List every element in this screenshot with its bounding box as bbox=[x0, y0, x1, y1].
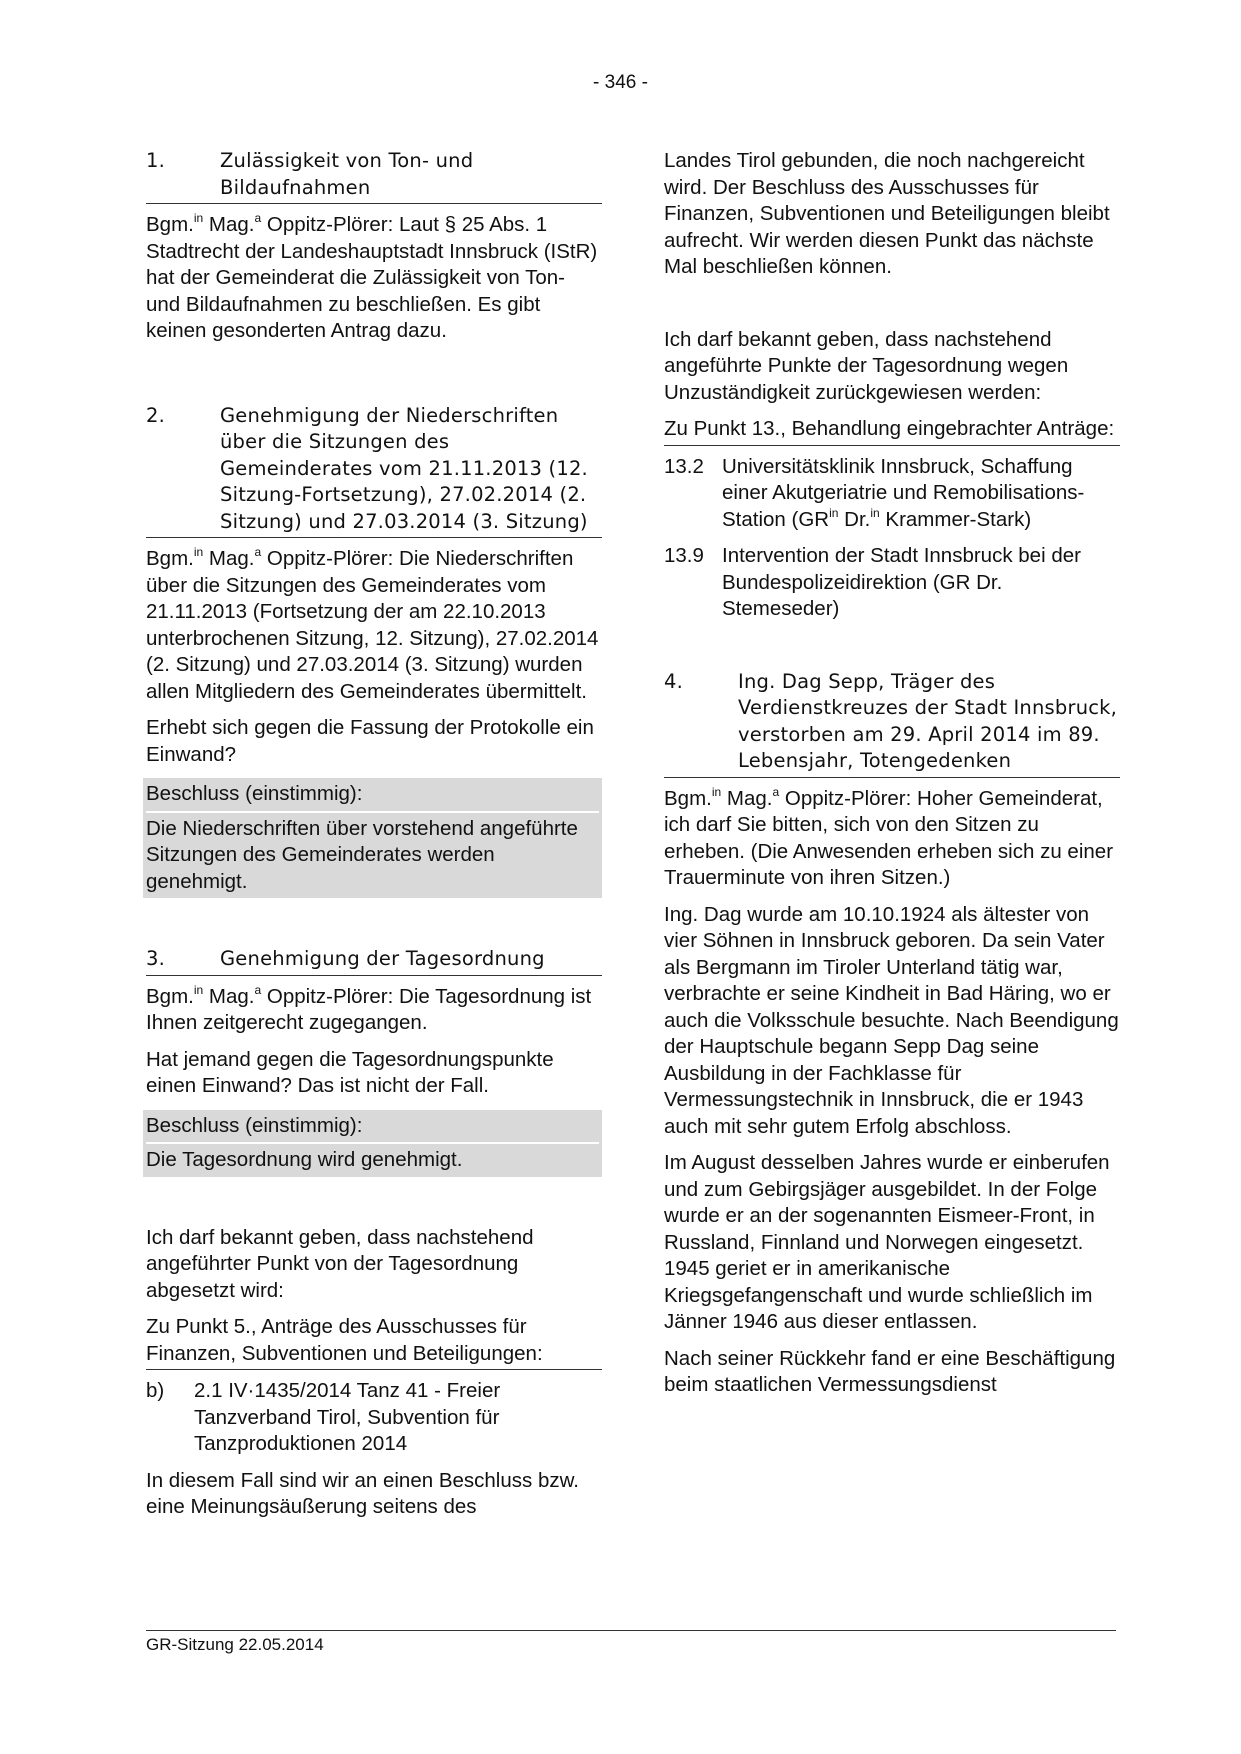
announcement: Ich darf bekannt geben, dass nachstehend angeführte Punkte der Tagesordnung wegen Unzuständigkeit zurückgewiesen werden: bbox=[664, 327, 1069, 404]
list-item-text: 2.1 IV·1435/2014 Tanz 41 - Freier Tanzverband Tirol, Subvention für Tanzproduktionen 2014 bbox=[194, 1379, 501, 1455]
paragraph: Hat jemand gegen die Tagesordnungspunkte einen Einwand? Das ist nicht der Fall. bbox=[146, 1047, 554, 1097]
list-item-number: 13.2 bbox=[664, 454, 704, 478]
list-item-number: 13.9 bbox=[664, 544, 704, 567]
paragraph: Landes Tirol gebunden, die noch nachgereicht wird. Der Beschluss des Ausschusses für Finanzen, Subventionen und Beteiligungen bleibt aufrecht. Wir werden diesen Punkt das nächste Mal beschließen können. bbox=[664, 149, 1110, 278]
section-number: 2. bbox=[146, 403, 166, 427]
resolution-label: Beschluss (einstimmig): bbox=[146, 778, 599, 813]
resolution-text: Die Niederschriften über vorstehend angeführte Sitzungen des Gemeinderates werden genehmigt. bbox=[146, 816, 578, 893]
speaker-paragraph: Bgm.$^{in}$ Mag.$^a$ Oppitz-Plörer: Die Tagesordnung ist Ihnen zeitgerecht zugegangen. bbox=[146, 982, 592, 1034]
resolution-label: Beschluss (einstimmig): bbox=[146, 1110, 599, 1145]
section-2-heading bbox=[146, 403, 602, 539]
paragraph: Im August desselben Jahres wurde er einberufen und zum Gebirgsjäger ausgebildet. In der Folge wurde er an der sogenannten Eismeer-Front, in Russland, Finnland und Norwegen eingesetzt. 1945 geriet er in amerikanische Kriegsgefangenschaft und wurde schließlich im Jänner 1946 aus dieser entlassen. bbox=[664, 1151, 1110, 1333]
section-4-heading bbox=[664, 669, 1120, 778]
section-title: Genehmigung der Tagesordnung bbox=[220, 947, 545, 970]
list-item-number: b) bbox=[146, 1379, 165, 1402]
speaker-paragraph: Bgm.$^{in}$ Mag.$^a$ Oppitz-Plörer: Laut § 25 Abs. 1 Stadtrecht der Landeshauptstadt Innsbruck (IStR) hat der Gemeinderat die Zulässigkeit von Ton- und Bildaufnahmen zu beschließen. Es gibt keinen gesonderten Antrag dazu. bbox=[146, 211, 598, 342]
paragraph: Erhebt sich gegen die Fassung der Protokolle ein Einwand? bbox=[146, 716, 594, 766]
paragraph: Ing. Dag wurde am 10.10.1924 als ältester von vier Söhnen in Innsbruck geboren. Da sein Vater als Bergmann im Tiroler Unterland tätig war, verbrachte er seine Kindheit in Bad Häring, wo er auch die Volksschule besuchte. Nach Beendigung der Hauptschule begann Sepp Dag seine Ausbildung in der Fachklasse für Vermessungstechnik in Innsbruck, die er 1943 auch mit sehr gutem Erfolg abschloss. bbox=[664, 902, 1119, 1138]
agenda-point-heading: Zu Punkt 13., Behandlung eingebrachter Anträge: bbox=[664, 416, 1120, 446]
agenda-point-heading: Zu Punkt 5., Anträge des Ausschusses für Finanzen, Subventionen und Beteiligungen: bbox=[146, 1314, 602, 1370]
section-3-heading bbox=[146, 946, 602, 976]
resolution-box bbox=[143, 778, 602, 898]
list-item-text: Intervention der Stadt Innsbruck bei der Bundespolizeidirektion (GR Dr. Stemeseder) bbox=[722, 544, 1081, 620]
list-item bbox=[664, 454, 1120, 534]
list-item bbox=[146, 1378, 602, 1458]
right-column bbox=[664, 148, 1120, 1409]
section-number: 3. bbox=[146, 947, 166, 970]
section-title: Ing. Dag Sepp, Träger des Verdienstkreuzes der Stadt Innsbruck, verstorben am 29. April 2014 im 89. Lebensjahr, Totengedenken bbox=[738, 669, 1118, 772]
resolution-text: Die Tagesordnung wird genehmigt. bbox=[146, 1148, 463, 1171]
resolution-box bbox=[143, 1110, 602, 1177]
speaker-paragraph: Bgm.$^{in}$ Mag.$^a$ Oppitz-Plörer: Die Niederschriften über die Sitzungen des Gemeinderates vom 21.11.2013 (Fortsetzung der am 22.10.2013 unterbrochenen Sitzung, 12. Sitzung), 27.02.2014 (2. Sitzung) und 27.03.2014 (3. Sitzung) wurden allen Mitgliedern des Gemeinderates übermittelt. bbox=[146, 545, 599, 703]
list-item bbox=[664, 543, 1120, 623]
section-1-heading bbox=[146, 148, 602, 204]
announcement: Ich darf bekannt geben, dass nachstehend angeführter Punkt von der Tagesordnung abgesetzt wird: bbox=[146, 1225, 534, 1302]
section-number: 1. bbox=[146, 149, 166, 172]
paragraph: Nach seiner Rückkehr fand er eine Beschäftigung beim staatlichen Vermessungsdienst bbox=[664, 1346, 1116, 1396]
speaker-paragraph: Bgm.$^{in}$ Mag.$^a$ Oppitz-Plörer: Hoher Gemeinderat, ich darf Sie bitten, sich von den Sitzen zu erheben. (Die Anwesenden erheben sich zu einer Trauerminute von ihren Sitzen.) bbox=[664, 784, 1114, 889]
page-footer: GR-Sitzung 22.05.2014 bbox=[146, 1630, 1116, 1655]
section-number: 4. bbox=[664, 669, 684, 693]
paragraph: In diesem Fall sind wir an einen Beschluss bzw. eine Meinungsäußerung seitens des bbox=[146, 1468, 579, 1518]
page-number: - 346 - bbox=[593, 72, 648, 93]
section-title: Genehmigung der Niederschriften über die Sitzungen des Gemeinderates vom 21.11.2013 (12. Sitzung-Fortsetzung), 27.02.2014 (2. Sitzung) und 27.03.2014 (3. Sitzung) bbox=[220, 403, 588, 533]
left-column bbox=[146, 148, 602, 1531]
list-item-text: Universitätsklinik Innsbruck, Schaffung einer Akutgeriatrie und Remobilisations-Station ($GR^{in}$ Dr.$^{in}$ Krammer-Stark) bbox=[722, 454, 1085, 531]
section-title: Zulässigkeit von Ton- und Bildaufnahmen bbox=[220, 149, 474, 199]
